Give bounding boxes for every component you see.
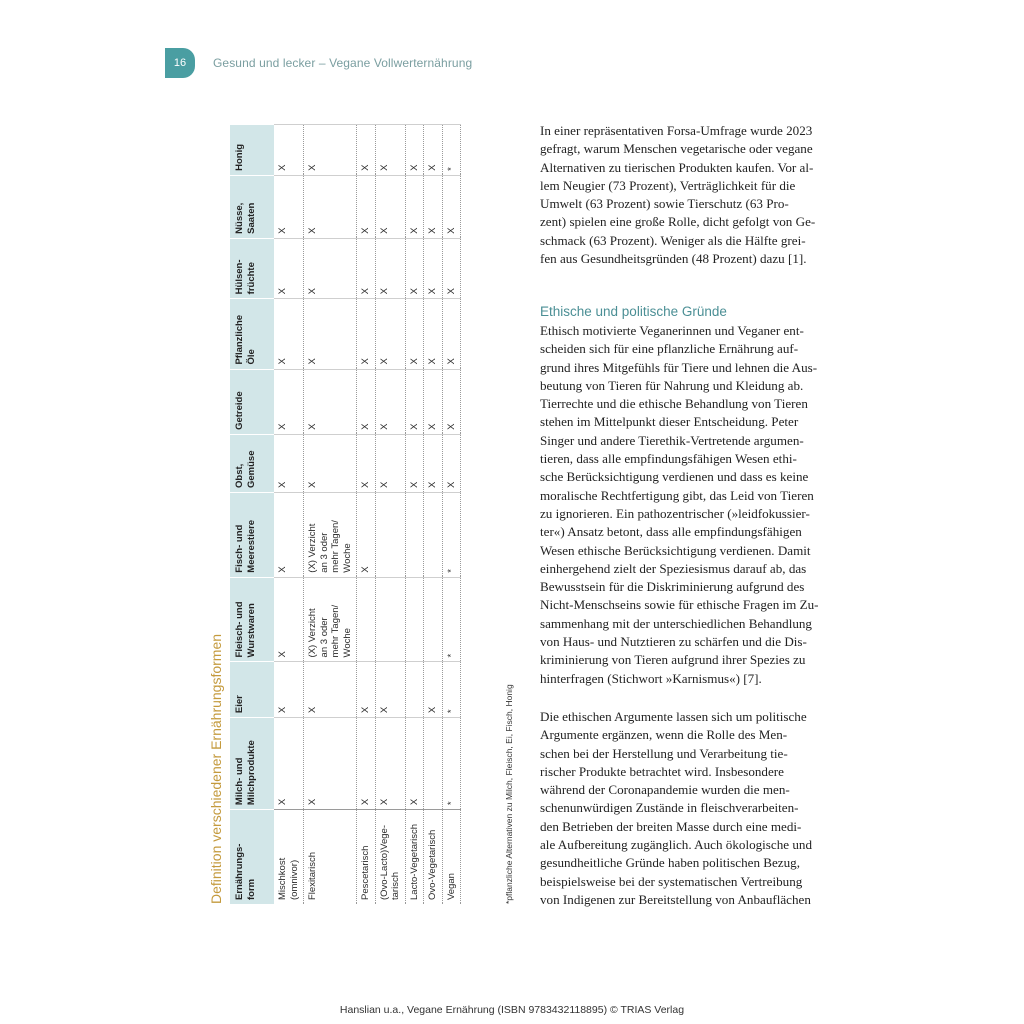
table-cell: X (442, 175, 461, 238)
table-cell: X (304, 175, 357, 238)
column-header: Getreide (230, 369, 274, 434)
page-number: 16 (173, 57, 187, 69)
column-header: Obst, Gemüse (230, 434, 274, 492)
table-cell: X (274, 577, 304, 662)
table-cell: X (405, 175, 424, 238)
diet-form-cell: Flexitarisch (304, 810, 357, 904)
table-cell: X (405, 718, 424, 810)
table-row (442, 125, 461, 905)
table-cell (375, 493, 405, 578)
column-header: Milch- und Milchprodukte (230, 718, 274, 810)
paragraph-forsa: In einer repräsentativen Forsa-Umfrage wurde 2023 gefragt, warum Menschen vegetarische oder vegane Alternativen zu tierischen Produkten kaufen. Vor al- lem Neugier (73 Prozent), Verträglichkeit für die Umwelt (63 Prozent) sowie Tierschutz (63 Pro- zent) spielen eine große Rolle, dicht gefolgt von Ge- schmack (63 Prozent). Weniger als die Hälfte grei- fen aus Gesundheitsgründen (48 Prozent) dazu [1]. (540, 123, 816, 267)
table-cell: X (405, 299, 424, 369)
table-cell: X (442, 369, 461, 434)
table-cell (405, 493, 424, 578)
table-cell: X (375, 125, 405, 176)
running-title: Gesund und lecker – Vegane Vollwerternährung (213, 56, 473, 70)
page-footer: Hanslian u.a., Vegane Ernährung (ISBN 9783432118895) © TRIAS Verlag (339, 1004, 685, 1016)
table-cell: X (304, 434, 357, 492)
table-cell: X (357, 434, 376, 492)
table-cell: X (274, 238, 304, 299)
column-header: Honig (230, 125, 274, 176)
column-header: Eier (230, 662, 274, 718)
table-cell (405, 577, 424, 662)
table-cell (424, 718, 443, 810)
diet-form-cell: (Ovo-Lacto)Vege- tarisch (375, 810, 405, 904)
page-number-badge (165, 48, 195, 78)
column-header: Ernährungs- form (230, 810, 274, 904)
table-cell: X (405, 369, 424, 434)
table-cell: X (357, 369, 376, 434)
column-header: Fisch- und Meerestiere (230, 493, 274, 578)
table-row (424, 125, 443, 905)
diet-table (230, 124, 461, 904)
table-cell: X (357, 718, 376, 810)
table-cell: X (274, 662, 304, 718)
table-cell: * (442, 718, 461, 810)
table-cell: X (304, 299, 357, 369)
diet-definition-table-rotated (204, 124, 529, 904)
table-footnote: *pflanzliche Alternativen zu Milch, Fleisch, Ei, Fisch, Honig (504, 684, 514, 904)
table-title: Definition verschiedener Ernährungsformen (208, 633, 224, 904)
paragraph-ethics: Ethisch motivierte Veganerinnen und Veganer ent- scheiden sich für eine pflanzliche Ernährung auf- grund ihres Mitgefühls für Tiere und lehnen die Aus- beutung von Tieren für Nahrung und Kleidung ab. Tierrechte und die ethische Behandlung von Tieren stehen im Mittelpunkt dieser Entscheidung. Peter Singer und andere Tierethik-Vertretende argumen- tieren, dass alle empfindungsfähigen Wesen ethi- sche Berücksichtigung verdienen und dass es keine moralische Rechtfertigung gibt, das Leid von Tieren zu ignorieren. Ein pathozentrischer (»leidfokussier- ter«) Ansatz betont, dass alle empfindungsfähigen Wesen ethische Berücksichtigung verdienen. Damit einhergehend zielt der Speziesismus darauf ab, das Bewusstsein für die Diskriminierung aufgrund des Nicht-Menschseins sowie für ethische Fragen im Zu- sammenhang mit der unterschiedlichen Behandlung von Haus- und Nutztieren zu schärfen und die Dis- kriminierung von Tieren aufgrund ihrer Spezies zu hinterfragen (Stichwort »Karnismus«) [7]. (540, 323, 819, 686)
table-cell: X (424, 175, 443, 238)
table-cell: X (442, 434, 461, 492)
table-row (304, 125, 357, 905)
table-cell: X (274, 299, 304, 369)
paragraph-politics: Die ethischen Argumente lassen sich um politische Argumente ergänzen, wenn die Rolle des Men- schen bei der Herstellung und Verarbeitung tie- rischer Produkte betrachtet wird. Insbesondere während der Coronapandemie wurden die men- schenunwürdigen Zustände in fleischverarbeiten- den Betrieben der breiten Masse durch eine medi- ale Aufbereitung zugänglich. Auch ökologische und gesundheitliche Gründe haben politischen Bezug, beispielsweise bei der systematischen Vertreibung von Indigenen zur Bereitstellung von Anbauflächen (540, 709, 812, 907)
column-header: Pflanzliche Öle (230, 299, 274, 369)
table-cell: X (357, 493, 376, 578)
table-cell: X (375, 369, 405, 434)
table-cell: X (304, 125, 357, 176)
table-cell: X (424, 662, 443, 718)
ethics-paragraph (540, 322, 840, 688)
diet-form-cell: Mischkost (omnivor) (274, 810, 304, 904)
table-row (274, 125, 304, 905)
table-cell: (X) Verzicht an 3 oder mehr Tagen/ Woche (304, 577, 357, 662)
table-cell: X (375, 434, 405, 492)
diet-form-cell: Lacto-Vegetarisch (405, 810, 424, 904)
table-cell: X (357, 662, 376, 718)
table-cell: X (375, 662, 405, 718)
table-cell: * (442, 493, 461, 578)
table-cell: X (405, 434, 424, 492)
table-cell: X (442, 299, 461, 369)
section-heading: Ethische und politische Gründe (540, 304, 727, 319)
table-cell: X (375, 175, 405, 238)
table-cell: X (375, 238, 405, 299)
diet-form-cell: Vegan (442, 810, 461, 904)
table-cell (424, 493, 443, 578)
table-cell: * (442, 125, 461, 176)
table-row (375, 125, 405, 905)
table-cell: X (442, 238, 461, 299)
table-cell: X (304, 662, 357, 718)
diet-form-cell: Ovo-Vegetarisch (424, 810, 443, 904)
table-cell: X (405, 125, 424, 176)
table-cell: X (304, 369, 357, 434)
diet-form-cell: Pescetarisch (357, 810, 376, 904)
table-cell: X (274, 175, 304, 238)
table-cell: X (424, 299, 443, 369)
column-header: Nüsse, Saaten (230, 175, 274, 238)
table-cell: X (424, 125, 443, 176)
politics-paragraph (540, 708, 840, 909)
table-cell: X (357, 299, 376, 369)
table-cell (424, 577, 443, 662)
table-cell (357, 577, 376, 662)
table-row (405, 125, 424, 905)
table-cell: X (357, 125, 376, 176)
table-row (357, 125, 376, 905)
table-cell: X (304, 718, 357, 810)
table-cell: X (424, 369, 443, 434)
table-cell: X (304, 238, 357, 299)
table-header-row (230, 125, 274, 905)
table-cell: X (405, 238, 424, 299)
table-cell: X (375, 718, 405, 810)
table-cell: * (442, 662, 461, 718)
table-cell: X (274, 718, 304, 810)
intro-paragraph (540, 122, 840, 268)
table-cell: X (274, 125, 304, 176)
table-cell: X (375, 299, 405, 369)
table-cell: X (274, 369, 304, 434)
table-cell (405, 662, 424, 718)
column-header: Hülsen- früchte (230, 238, 274, 299)
table-cell: X (424, 238, 443, 299)
table-cell: X (424, 434, 443, 492)
table-cell: X (357, 175, 376, 238)
column-header: Fleisch- und Wurstwaren (230, 577, 274, 662)
table-cell: (X) Verzicht an 3 oder mehr Tagen/ Woche (304, 493, 357, 578)
table-cell (375, 577, 405, 662)
table-cell: X (274, 493, 304, 578)
table-cell: X (357, 238, 376, 299)
table-cell: * (442, 577, 461, 662)
table-cell: X (274, 434, 304, 492)
